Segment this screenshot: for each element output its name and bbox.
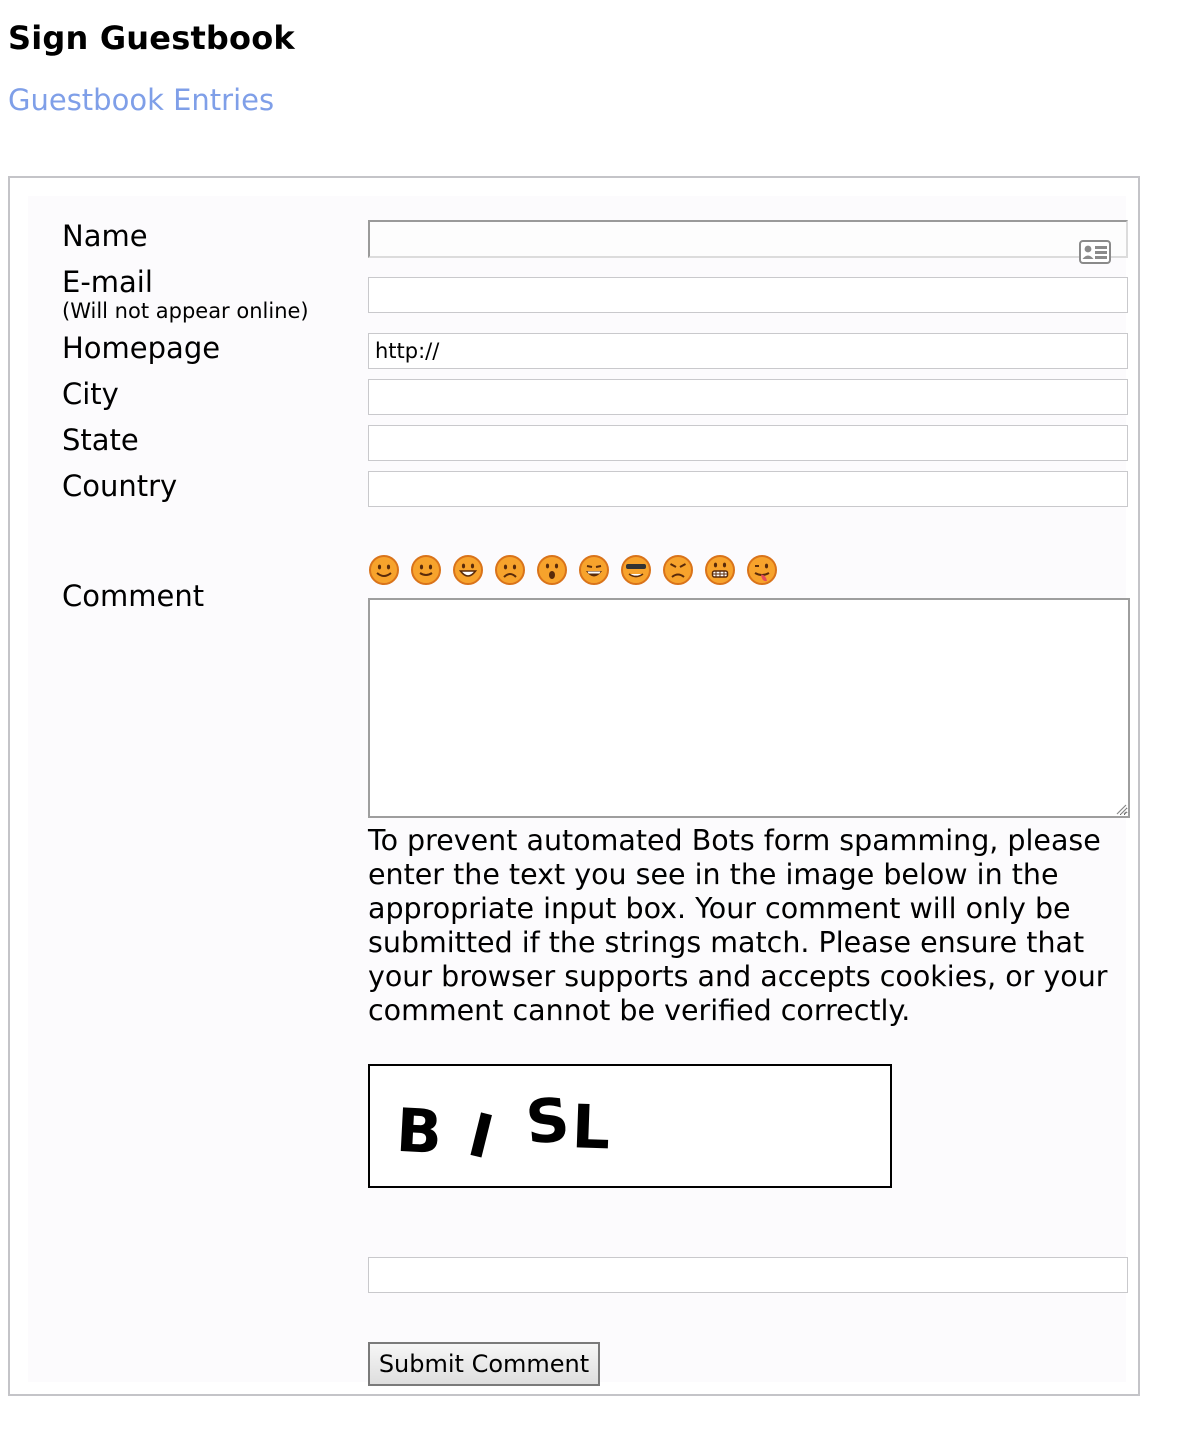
cool-icon[interactable]	[620, 554, 652, 586]
email-input[interactable]	[368, 277, 1128, 313]
captcha-char: S	[523, 1085, 573, 1159]
grimace-icon[interactable]	[704, 554, 736, 586]
submit-comment-button[interactable]: Submit Comment	[368, 1342, 600, 1386]
captcha-char: L	[570, 1092, 612, 1164]
name-input[interactable]	[368, 220, 1128, 258]
state-input[interactable]	[368, 425, 1128, 461]
captcha-char: B	[394, 1095, 444, 1169]
country-input[interactable]	[368, 471, 1128, 507]
guestbook-form-box	[8, 176, 1140, 1396]
email-label: E-mail	[62, 265, 153, 299]
sad-icon[interactable]	[494, 554, 526, 586]
page-title: Sign Guestbook	[8, 19, 295, 57]
state-label: State	[62, 423, 139, 457]
city-label: City	[62, 377, 119, 411]
captcha-input[interactable]	[368, 1257, 1128, 1293]
captcha-instructions: To prevent automated Bots form spamming, please enter the text you see in the image below in the appropriate input box. Your comment will only be submitted if the strings match. Please ensure that your browser supports and accepts cookies, or your comment cannot be verified correctly.	[368, 824, 1108, 1027]
smiley-bar	[368, 554, 778, 588]
tongue-icon[interactable]	[746, 554, 778, 586]
contact-card-icon[interactable]	[1079, 240, 1111, 264]
homepage-input[interactable]	[368, 333, 1128, 369]
surprised-icon[interactable]	[536, 554, 568, 586]
name-label: Name	[62, 219, 148, 253]
grin-icon[interactable]	[452, 554, 484, 586]
comment-label: Comment	[62, 579, 205, 613]
country-label: Country	[62, 469, 178, 503]
guestbook-form	[28, 196, 1126, 1382]
resize-grip-icon[interactable]	[1113, 801, 1127, 815]
guestbook-entries-link[interactable]: Guestbook Entries	[8, 83, 275, 117]
happy-icon[interactable]	[410, 554, 442, 586]
email-privacy-note: (Will not appear online)	[62, 299, 309, 323]
angry-icon[interactable]	[662, 554, 694, 586]
homepage-label: Homepage	[62, 331, 221, 365]
city-input[interactable]	[368, 379, 1128, 415]
captcha-graphic	[370, 1066, 890, 1186]
comment-textarea[interactable]	[368, 598, 1130, 818]
laugh-icon[interactable]	[578, 554, 610, 586]
captcha-char: I	[461, 1100, 501, 1174]
smile-icon[interactable]	[368, 554, 400, 586]
captcha-image	[368, 1064, 892, 1188]
